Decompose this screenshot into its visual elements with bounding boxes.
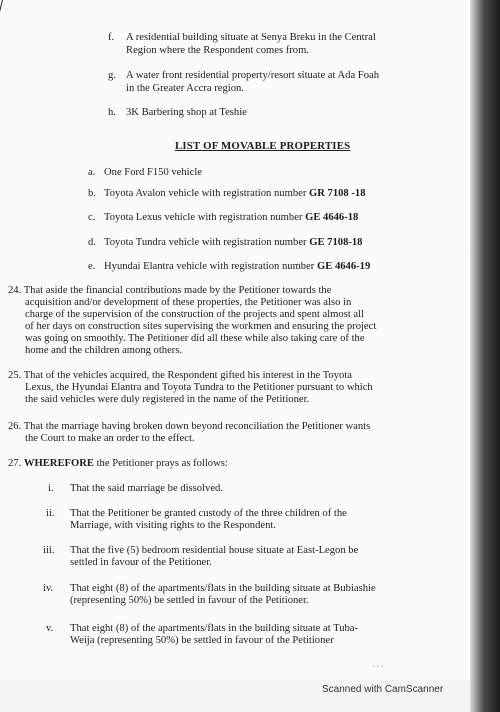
prayer-i-line1: That the said marriage be dissolved. (70, 483, 223, 494)
prayer-iii-line1: That the five (5) bedroom residential house situate at East-Legon be (70, 545, 359, 556)
prayer-iii-marker: iii. (43, 545, 55, 556)
property-h-line1: 3K Barbering shop at Teshie (126, 107, 247, 118)
para25-line1: 25. That of the vehicles acquired, the Respondent gifted his interest in the Toyota (8, 370, 352, 381)
para24-line5: was going on smoothly. The Petitioner did all these while also taking care of the (25, 333, 365, 344)
movable-d-marker: d. (88, 237, 96, 248)
movable-a-marker: a. (88, 167, 96, 178)
property-f-marker: f. (108, 32, 115, 43)
prayer-i-marker: i. (48, 483, 54, 494)
registration-number: GE 4646-19 (317, 261, 371, 272)
para24-line6: home and the children among others. (25, 345, 183, 356)
para26-line1: 26. That the marriage having broken down beyond reconciliation the Petitioner wants (8, 421, 371, 432)
scanner-watermark: Scanned with CamScanner (322, 684, 444, 695)
page-continuation-mark: · · · (372, 662, 384, 671)
property-g-marker: g. (108, 70, 116, 81)
prayer-ii-line1: That the Petitioner be granted custody of the three children of the (70, 508, 347, 519)
movable-b-text: Toyota Avalon vehicle with registration number GR 7108 -18 (104, 188, 366, 199)
prayer-v-marker: v. (46, 623, 54, 634)
para24-line3: charge of the supervision of the construction of the projects and spent almost all (25, 309, 365, 320)
prayer-iii-line2: settled in favour of the Petitioner. (70, 557, 212, 568)
property-h-marker: h. (108, 107, 116, 118)
para24-line1: 24. That aside the financial contributions made by the Petitioner towards the (8, 285, 332, 296)
para24-line2: acquisition and/or development of these properties, the Petitioner was also in (25, 297, 352, 308)
para25-line3: the said vehicles were duly registered in the name of the Petitioner. (25, 394, 310, 405)
movable-a-text: One Ford F150 vehicle (104, 167, 202, 178)
movable-e-text: Hyundai Elantra vehicle with registration number GE 4646-19 (104, 261, 371, 272)
prayer-ii-line2: Marriage, with visiting rights to the Respondent. (70, 520, 276, 531)
prayer-v-line1: That eight (8) of the apartments/flats in the building situate at Tuba- (70, 623, 359, 634)
movable-properties-heading: LIST OF MOVABLE PROPERTIES (175, 140, 351, 152)
property-g-line2: in the Greater Accra region. (126, 83, 244, 94)
movable-d-text: Toyota Tundra vehicle with registration number GE 7108-18 (104, 237, 363, 248)
prayer-v-line2: Weija (representing 50%) be settled in favour of the Petitioner (70, 635, 334, 646)
prayer-iv-line1: That eight (8) of the apartments/flats in the building situate at Bubiashie (70, 583, 376, 594)
movable-c-text: Toyota Lexus vehicle with registration number GE 4646-18 (104, 212, 359, 223)
para27-line: 27. WHEREFORE the Petitioner prays as follows: (8, 458, 228, 469)
registration-number: GE 4646-18 (305, 212, 359, 223)
scan-shadow-edge (470, 0, 500, 712)
prayer-iv-line2: (representing 50%) be settled in favour of the Petitioner. (70, 595, 309, 606)
movable-e-marker: e. (88, 261, 96, 272)
prayer-ii-marker: ii. (46, 508, 55, 519)
movable-c-marker: c. (88, 212, 96, 223)
para24-line4: of her days on construction sites supervising the workmen and ensuring the project (25, 321, 377, 332)
para26-line2: the Court to make an order to the effect. (25, 433, 195, 444)
registration-number: GE 7108-18 (309, 237, 363, 248)
property-f-line1: A residential building situate at Senya Breku in the Central (126, 32, 376, 43)
property-g-line1: A water front residential property/resort situate at Ada Foah (126, 70, 379, 81)
registration-number: GR 7108 -18 (309, 188, 366, 199)
movable-b-marker: b. (88, 188, 96, 199)
property-f-line2: Region where the Respondent comes from. (126, 45, 309, 56)
para25-line2: Lexus, the Hyundai Elantra and Toyota Tundra to the Petitioner pursuant to which (25, 382, 373, 393)
prayer-iv-marker: iv. (43, 583, 54, 594)
